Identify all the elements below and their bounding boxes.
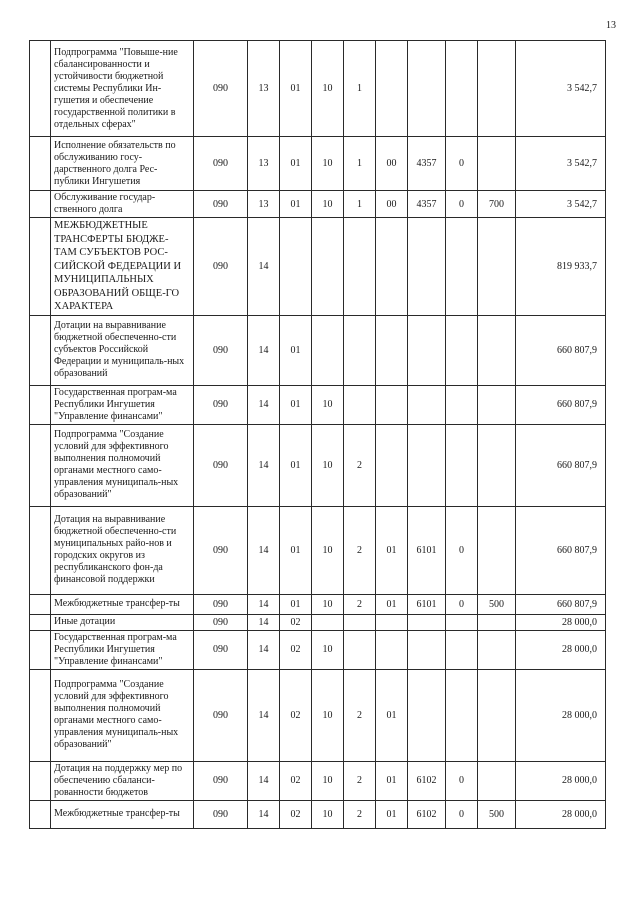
- row-number-cell: [30, 761, 51, 800]
- section-code-cell: 14: [248, 218, 280, 316]
- event-code-cell: 01: [376, 506, 408, 594]
- direction-code-cell: [408, 218, 446, 316]
- source-code-cell: 0: [446, 761, 478, 800]
- section-code-cell: 14: [248, 761, 280, 800]
- section-code-cell: 14: [248, 315, 280, 385]
- item-name-cell: Иные дотации: [51, 614, 194, 630]
- source-code-cell: 0: [446, 594, 478, 614]
- subsection-code-cell: [280, 218, 312, 316]
- amount-cell: 28 000,0: [516, 630, 606, 669]
- section-code-cell: 13: [248, 137, 280, 191]
- table-row: [30, 191, 606, 218]
- expense-type-cell: [478, 315, 516, 385]
- item-name-cell: Подпрограмма "Создание условий для эффективного выполнения полномочий органами местного само-управления муниципаль-ных образований": [51, 669, 194, 761]
- ministry-code-cell: 090: [194, 669, 248, 761]
- item-name-cell: Обслуживание государ-ственного долга: [51, 191, 194, 218]
- ministry-code-cell: 090: [194, 630, 248, 669]
- event-code-cell: 00: [376, 137, 408, 191]
- event-code-cell: 00: [376, 191, 408, 218]
- program-code-cell: 10: [312, 191, 344, 218]
- subsection-code-cell: 01: [280, 424, 312, 506]
- subsection-code-cell: 01: [280, 594, 312, 614]
- source-code-cell: [446, 315, 478, 385]
- section-code-cell: 14: [248, 506, 280, 594]
- section-code-cell: 13: [248, 41, 280, 137]
- budget-table: [29, 40, 606, 829]
- table-body: [30, 41, 606, 829]
- event-code-cell: 01: [376, 761, 408, 800]
- expense-type-cell: 500: [478, 594, 516, 614]
- expense-type-cell: [478, 506, 516, 594]
- subprogram-code-cell: [344, 218, 376, 316]
- program-code-cell: 10: [312, 761, 344, 800]
- subsection-code-cell: 01: [280, 315, 312, 385]
- ministry-code-cell: 090: [194, 315, 248, 385]
- subsection-code-cell: 01: [280, 385, 312, 424]
- direction-code-cell: 6102: [408, 761, 446, 800]
- source-code-cell: 0: [446, 506, 478, 594]
- subsection-code-cell: 02: [280, 614, 312, 630]
- ministry-code-cell: 090: [194, 191, 248, 218]
- row-number-cell: [30, 614, 51, 630]
- row-number-cell: [30, 218, 51, 316]
- expense-type-cell: [478, 41, 516, 137]
- row-number-cell: [30, 41, 51, 137]
- page-number: 13: [606, 20, 616, 31]
- subprogram-code-cell: 2: [344, 594, 376, 614]
- event-code-cell: [376, 614, 408, 630]
- direction-code-cell: [408, 315, 446, 385]
- subsection-code-cell: 01: [280, 41, 312, 137]
- direction-code-cell: [408, 424, 446, 506]
- subprogram-code-cell: 1: [344, 137, 376, 191]
- ministry-code-cell: 090: [194, 424, 248, 506]
- item-name-cell: Исполнение обязательств по обслуживанию госу-дарственного долга Рес-публики Ингушетия: [51, 137, 194, 191]
- amount-cell: 660 807,9: [516, 315, 606, 385]
- row-number-cell: [30, 594, 51, 614]
- item-name-cell: Дотация на выравнивание бюджетной обеспеченно-сти муниципальных райо-нов и городских округов из республиканского фон-да финансовой поддержки: [51, 506, 194, 594]
- section-code-cell: 14: [248, 800, 280, 828]
- program-code-cell: [312, 315, 344, 385]
- item-name-cell: Дотация на поддержку мер по обеспечению сбаланси-рованности бюджетов: [51, 761, 194, 800]
- amount-cell: 3 542,7: [516, 191, 606, 218]
- section-code-cell: 14: [248, 614, 280, 630]
- subsection-code-cell: 02: [280, 761, 312, 800]
- subprogram-code-cell: 2: [344, 669, 376, 761]
- program-code-cell: 10: [312, 385, 344, 424]
- row-number-cell: [30, 385, 51, 424]
- event-code-cell: 01: [376, 669, 408, 761]
- section-code-cell: 13: [248, 191, 280, 218]
- event-code-cell: 01: [376, 594, 408, 614]
- section-code-cell: 14: [248, 669, 280, 761]
- program-code-cell: 10: [312, 630, 344, 669]
- amount-cell: 660 807,9: [516, 385, 606, 424]
- expense-type-cell: 500: [478, 800, 516, 828]
- program-code-cell: 10: [312, 506, 344, 594]
- item-name-cell: Подпрограмма "Создание условий для эффективного выполнения полномочий органами местного само-управления муниципаль-ных образований": [51, 424, 194, 506]
- amount-cell: 3 542,7: [516, 137, 606, 191]
- row-number-cell: [30, 669, 51, 761]
- table-row: [30, 761, 606, 800]
- section-code-cell: 14: [248, 594, 280, 614]
- subprogram-code-cell: 1: [344, 191, 376, 218]
- expense-type-cell: 700: [478, 191, 516, 218]
- event-code-cell: [376, 385, 408, 424]
- item-name-cell: Государственная програм-ма Республики Ингушетия "Управление финансами": [51, 630, 194, 669]
- amount-cell: 660 807,9: [516, 424, 606, 506]
- table-row: [30, 41, 606, 137]
- program-code-cell: 10: [312, 669, 344, 761]
- expense-type-cell: [478, 630, 516, 669]
- direction-code-cell: 6101: [408, 506, 446, 594]
- section-code-cell: 14: [248, 630, 280, 669]
- direction-code-cell: [408, 669, 446, 761]
- subsection-code-cell: 02: [280, 630, 312, 669]
- direction-code-cell: 6101: [408, 594, 446, 614]
- ministry-code-cell: 090: [194, 614, 248, 630]
- amount-cell: 660 807,9: [516, 506, 606, 594]
- subsection-code-cell: 01: [280, 506, 312, 594]
- program-code-cell: [312, 218, 344, 316]
- source-code-cell: [446, 614, 478, 630]
- amount-cell: 660 807,9: [516, 594, 606, 614]
- expense-type-cell: [478, 385, 516, 424]
- ministry-code-cell: 090: [194, 218, 248, 316]
- event-code-cell: [376, 315, 408, 385]
- direction-code-cell: 4357: [408, 137, 446, 191]
- row-number-cell: [30, 315, 51, 385]
- amount-cell: 28 000,0: [516, 761, 606, 800]
- table-row: [30, 385, 606, 424]
- item-name-cell: Межбюджетные трансфер-ты: [51, 800, 194, 828]
- table-row: [30, 218, 606, 316]
- expense-type-cell: [478, 218, 516, 316]
- subsection-code-cell: 02: [280, 800, 312, 828]
- table-row: [30, 594, 606, 614]
- source-code-cell: [446, 41, 478, 137]
- source-code-cell: [446, 669, 478, 761]
- amount-cell: 819 933,7: [516, 218, 606, 316]
- table-row: [30, 137, 606, 191]
- section-code-cell: 14: [248, 424, 280, 506]
- table-row: [30, 630, 606, 669]
- expense-type-cell: [478, 669, 516, 761]
- ministry-code-cell: 090: [194, 761, 248, 800]
- program-code-cell: 10: [312, 800, 344, 828]
- ministry-code-cell: 090: [194, 41, 248, 137]
- ministry-code-cell: 090: [194, 506, 248, 594]
- row-number-cell: [30, 630, 51, 669]
- expense-type-cell: [478, 761, 516, 800]
- amount-cell: 3 542,7: [516, 41, 606, 137]
- item-name-cell: МЕЖБЮДЖЕТНЫЕ ТРАНСФЕРТЫ БЮДЖЕ-ТАМ СУБЪЕКТОВ РОС-СИЙСКОЙ ФЕДЕРАЦИИ И МУНИЦИПАЛЬНЫХ ОБРАЗОВАНИЙ ОБЩЕ-ГО ХАРАКТЕРА: [51, 218, 194, 316]
- section-code-cell: 14: [248, 385, 280, 424]
- table-row: [30, 424, 606, 506]
- subprogram-code-cell: [344, 630, 376, 669]
- subsection-code-cell: 01: [280, 191, 312, 218]
- ministry-code-cell: 090: [194, 800, 248, 828]
- program-code-cell: 10: [312, 41, 344, 137]
- event-code-cell: [376, 218, 408, 316]
- ministry-code-cell: 090: [194, 385, 248, 424]
- subsection-code-cell: 01: [280, 137, 312, 191]
- source-code-cell: 0: [446, 137, 478, 191]
- event-code-cell: [376, 424, 408, 506]
- expense-type-cell: [478, 424, 516, 506]
- ministry-code-cell: 090: [194, 137, 248, 191]
- table-row: [30, 669, 606, 761]
- item-name-cell: Межбюджетные трансфер-ты: [51, 594, 194, 614]
- amount-cell: 28 000,0: [516, 669, 606, 761]
- direction-code-cell: [408, 630, 446, 669]
- source-code-cell: 0: [446, 191, 478, 218]
- subprogram-code-cell: 2: [344, 424, 376, 506]
- source-code-cell: 0: [446, 800, 478, 828]
- row-number-cell: [30, 191, 51, 218]
- table-row: [30, 800, 606, 828]
- subprogram-code-cell: [344, 614, 376, 630]
- subprogram-code-cell: 2: [344, 761, 376, 800]
- source-code-cell: [446, 218, 478, 316]
- source-code-cell: [446, 630, 478, 669]
- amount-cell: 28 000,0: [516, 800, 606, 828]
- event-code-cell: [376, 41, 408, 137]
- table-row: [30, 506, 606, 594]
- item-name-cell: Государственная програм-ма Республики Ингушетия "Управление финансами": [51, 385, 194, 424]
- program-code-cell: 10: [312, 137, 344, 191]
- expense-type-cell: [478, 137, 516, 191]
- source-code-cell: [446, 424, 478, 506]
- direction-code-cell: [408, 614, 446, 630]
- subprogram-code-cell: 2: [344, 506, 376, 594]
- subprogram-code-cell: 1: [344, 41, 376, 137]
- row-number-cell: [30, 137, 51, 191]
- row-number-cell: [30, 424, 51, 506]
- subprogram-code-cell: [344, 315, 376, 385]
- subprogram-code-cell: 2: [344, 800, 376, 828]
- ministry-code-cell: 090: [194, 594, 248, 614]
- direction-code-cell: 6102: [408, 800, 446, 828]
- event-code-cell: 01: [376, 800, 408, 828]
- item-name-cell: Дотации на выравнивание бюджетной обеспеченно-сти субъектов Российской Федерации и муниципаль-ных образований: [51, 315, 194, 385]
- row-number-cell: [30, 800, 51, 828]
- source-code-cell: [446, 385, 478, 424]
- subsection-code-cell: 02: [280, 669, 312, 761]
- item-name-cell: Подпрограмма "Повыше-ние сбалансированности и устойчивости бюджетной системы Республики Ин-гушетия и обеспечение государственной политики в отдельных сферах": [51, 41, 194, 137]
- program-code-cell: 10: [312, 594, 344, 614]
- direction-code-cell: 4357: [408, 191, 446, 218]
- event-code-cell: [376, 630, 408, 669]
- amount-cell: 28 000,0: [516, 614, 606, 630]
- program-code-cell: 10: [312, 424, 344, 506]
- direction-code-cell: [408, 385, 446, 424]
- table-row: [30, 315, 606, 385]
- row-number-cell: [30, 506, 51, 594]
- direction-code-cell: [408, 41, 446, 137]
- program-code-cell: [312, 614, 344, 630]
- subprogram-code-cell: [344, 385, 376, 424]
- table-row: [30, 614, 606, 630]
- expense-type-cell: [478, 614, 516, 630]
